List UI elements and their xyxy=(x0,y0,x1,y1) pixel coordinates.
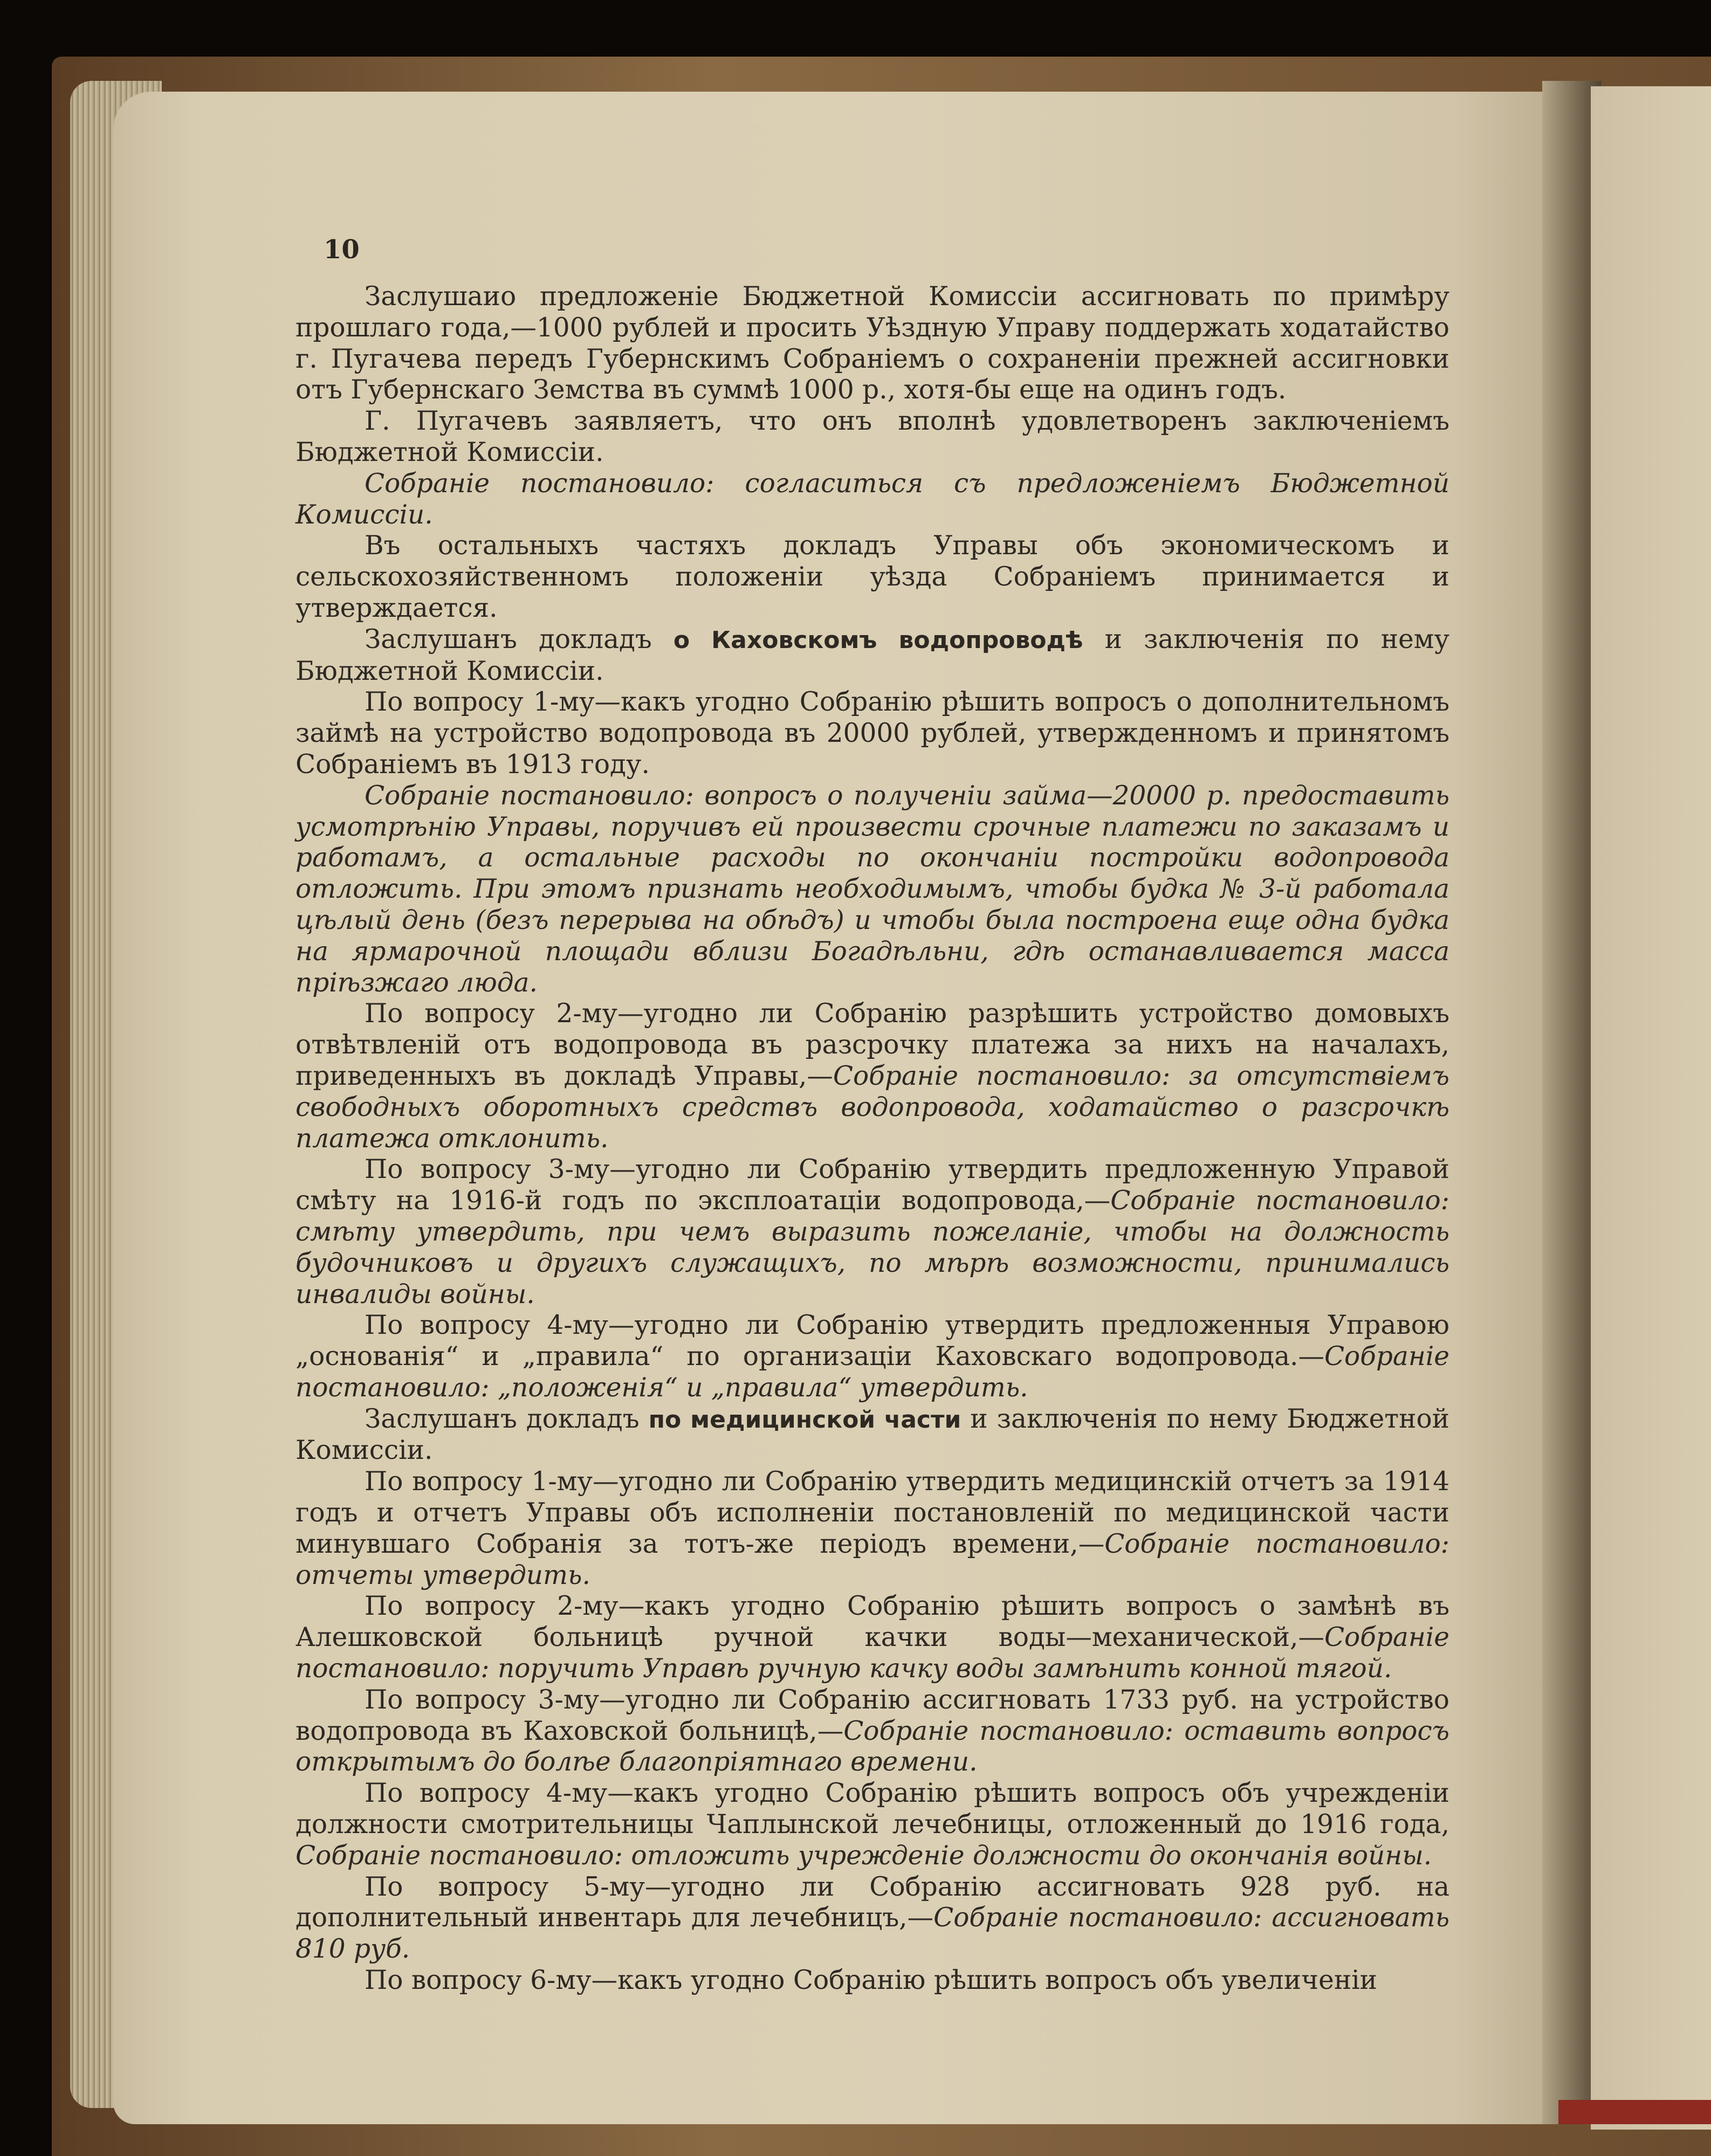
resolution-text: Собраніе постановило: за отсутствіемъ свободныхъ оборотныхъ средствъ водопровода, ходатайство о разсрочкѣ платежа отклонить. xyxy=(296,1060,1449,1154)
paragraph xyxy=(296,1154,1449,1310)
resolution-text: Собраніе постановило: оставить вопросъ открытымъ до болѣе благопріятнаго времени. xyxy=(296,1716,1449,1778)
paragraph xyxy=(296,998,1449,1154)
body-text: По вопросу 6-му—какъ угодно Собранію рѣшить вопросъ объ увеличеніи xyxy=(365,1965,1377,1996)
paragraph xyxy=(296,781,1449,999)
body-text: По вопросу 4-му—какъ угодно Собранію рѣшить вопросъ объ учрежденіи должности смотрительницы Чаплынской лечебницы, отложенный до 1916 года, xyxy=(296,1778,1449,1840)
resolution-text: Собраніе постановило: поручить Управѣ ручную качку воды замѣнить конной тягой. xyxy=(296,1622,1449,1684)
paragraph xyxy=(296,406,1449,469)
paragraph xyxy=(296,1685,1449,1778)
paragraph xyxy=(296,469,1449,531)
body-text: По вопросу 4-му—угодно ли Собранію утвердить предложенныя Управою „основанія“ и „правила“ по организаціи Каховскаго водопровода.— xyxy=(296,1310,1449,1372)
paragraph xyxy=(296,1965,1449,1996)
body-text: и заключенія по нему Бюджетной Комиссіи. xyxy=(296,624,1450,686)
paragraph xyxy=(296,1404,1449,1467)
body-text: По вопросу 5-му—угодно ли Собранію ассигновать 928 руб. на дополнительный инвентарь для лечебницъ,— xyxy=(296,1871,1449,1933)
resolution-text: Собраніе постановило: „положенія“ и „правила“ утвердить. xyxy=(296,1341,1449,1403)
resolution-text: Собраніе постановило: смѣту утвердить, при чемъ выразить пожеланіе, чтобы на должность будочниковъ и другихъ служащихъ, по мѣрѣ возможности, принимались инвалиды войны. xyxy=(296,1186,1449,1310)
body-text: и заключенія по нему Бюджетной Комиссіи. xyxy=(296,1403,1449,1466)
right-page xyxy=(1591,86,1711,2130)
resolution-text: Собраніе постановило: согласиться съ предложеніемъ Бюджетной Комиссіи. xyxy=(296,468,1449,530)
paragraph xyxy=(296,1872,1449,1965)
resolution-text: Собраніе постановило: ассигновать 810 руб. xyxy=(296,1903,1449,1965)
paragraph xyxy=(296,1466,1449,1591)
body-text: По вопросу 1-му—угодно ли Собранію утвердить медицинскій отчетъ за 1914 годъ и отчетъ Управы объ исполненіи постановленій по медицинской части минувшаго Собранія за тотъ-же періодъ времени,— xyxy=(296,1466,1449,1559)
paragraph xyxy=(296,624,1449,687)
body-text: По вопросу 3-му—угодно ли Собранію утвердить предложенную Управой смѣту на 1916-й годъ по эксплоатаціи водопровода,— xyxy=(296,1154,1449,1216)
body-text: Въ остальныхъ частяхъ докладъ Управы объ экономическомъ и сельскохозяйственномъ положеніи уѣзда Собраніемъ принимается и утверждается. xyxy=(296,531,1449,623)
paragraph xyxy=(296,687,1449,780)
topic-heading: по медицинской части xyxy=(648,1406,961,1434)
resolution-text: Собраніе постановило: отложить учрежденіе должности до окончанія войны. xyxy=(296,1840,1432,1871)
page-text xyxy=(296,281,1449,1996)
body-text: Заслушанъ докладъ xyxy=(365,1403,649,1434)
paragraph xyxy=(296,531,1449,624)
body-text: По вопросу 3-му—угодно ли Собранію ассигновать 1733 руб. на устройство водопровода въ Каховской больницѣ,— xyxy=(296,1684,1449,1746)
body-text: Заслушанъ докладъ xyxy=(365,624,674,655)
body-text: По вопросу 2-му—какъ угодно Собранію рѣшить вопросъ о замѣнѣ въ Алешковской больницѣ ручной качки воды—механической,— xyxy=(296,1591,1449,1653)
body-text: Г. Пугачевъ заявляетъ, что онъ вполнѣ удовлетворенъ заключеніемъ Бюджетной Комиссіи. xyxy=(296,406,1449,467)
paragraph xyxy=(296,281,1449,406)
topic-heading: о Каховскомъ водопроводѣ xyxy=(673,626,1083,654)
page-number: 10 xyxy=(324,235,360,265)
resolution-text: Собраніе постановило: отчеты утвердить. xyxy=(296,1528,1449,1590)
red-cover-edge xyxy=(1558,2100,1711,2124)
paragraph xyxy=(296,1591,1449,1684)
paragraph xyxy=(296,1778,1449,1871)
body-text: По вопросу 2-му—угодно ли Собранію разрѣшить устройство домовыхъ отвѣтвленій отъ водопровода въ разсрочку платежа за нихъ на началахъ, приведенныхъ въ докладѣ Управы,— xyxy=(296,998,1449,1091)
body-text: Заслушаио предложеніе Бюджетной Комиссіи ассигновать по примѣру прошлаго года,—1000 рублей и просить Уѣздную Управу поддержать ходатайство г. Пугачева передъ Губернскимъ Собраніемъ о сохраненіи прежней ассигновки отъ Губернскаго Земства въ суммѣ 1000 р., хотя-бы еще на одинъ годъ. xyxy=(296,281,1449,405)
body-text: По вопросу 1-му—какъ угодно Собранію рѣшить вопросъ о дополнительномъ займѣ на устройство водопровода въ 20000 рублей, утвержденномъ и принятомъ Собраніемъ въ 1913 году. xyxy=(296,687,1449,780)
paragraph xyxy=(296,1310,1449,1403)
resolution-text: Собраніе постановило: вопросъ о полученіи займа—20000 р. предоставить усмотрѣнію Управы, поручивъ ей произвести срочные платежи по заказамъ и работамъ, а остальные расходы по окончаніи постройки водопровода отложить. При этомъ признать необходимымъ, чтобы будка № 3-й работала цѣлый день (безъ перерыва на обѣдъ) и чтобы была построена еще одна будка на ярмарочной площади вблизи Богадѣльни, гдѣ останавливается масса пріѣзжаго люда. xyxy=(296,780,1449,998)
